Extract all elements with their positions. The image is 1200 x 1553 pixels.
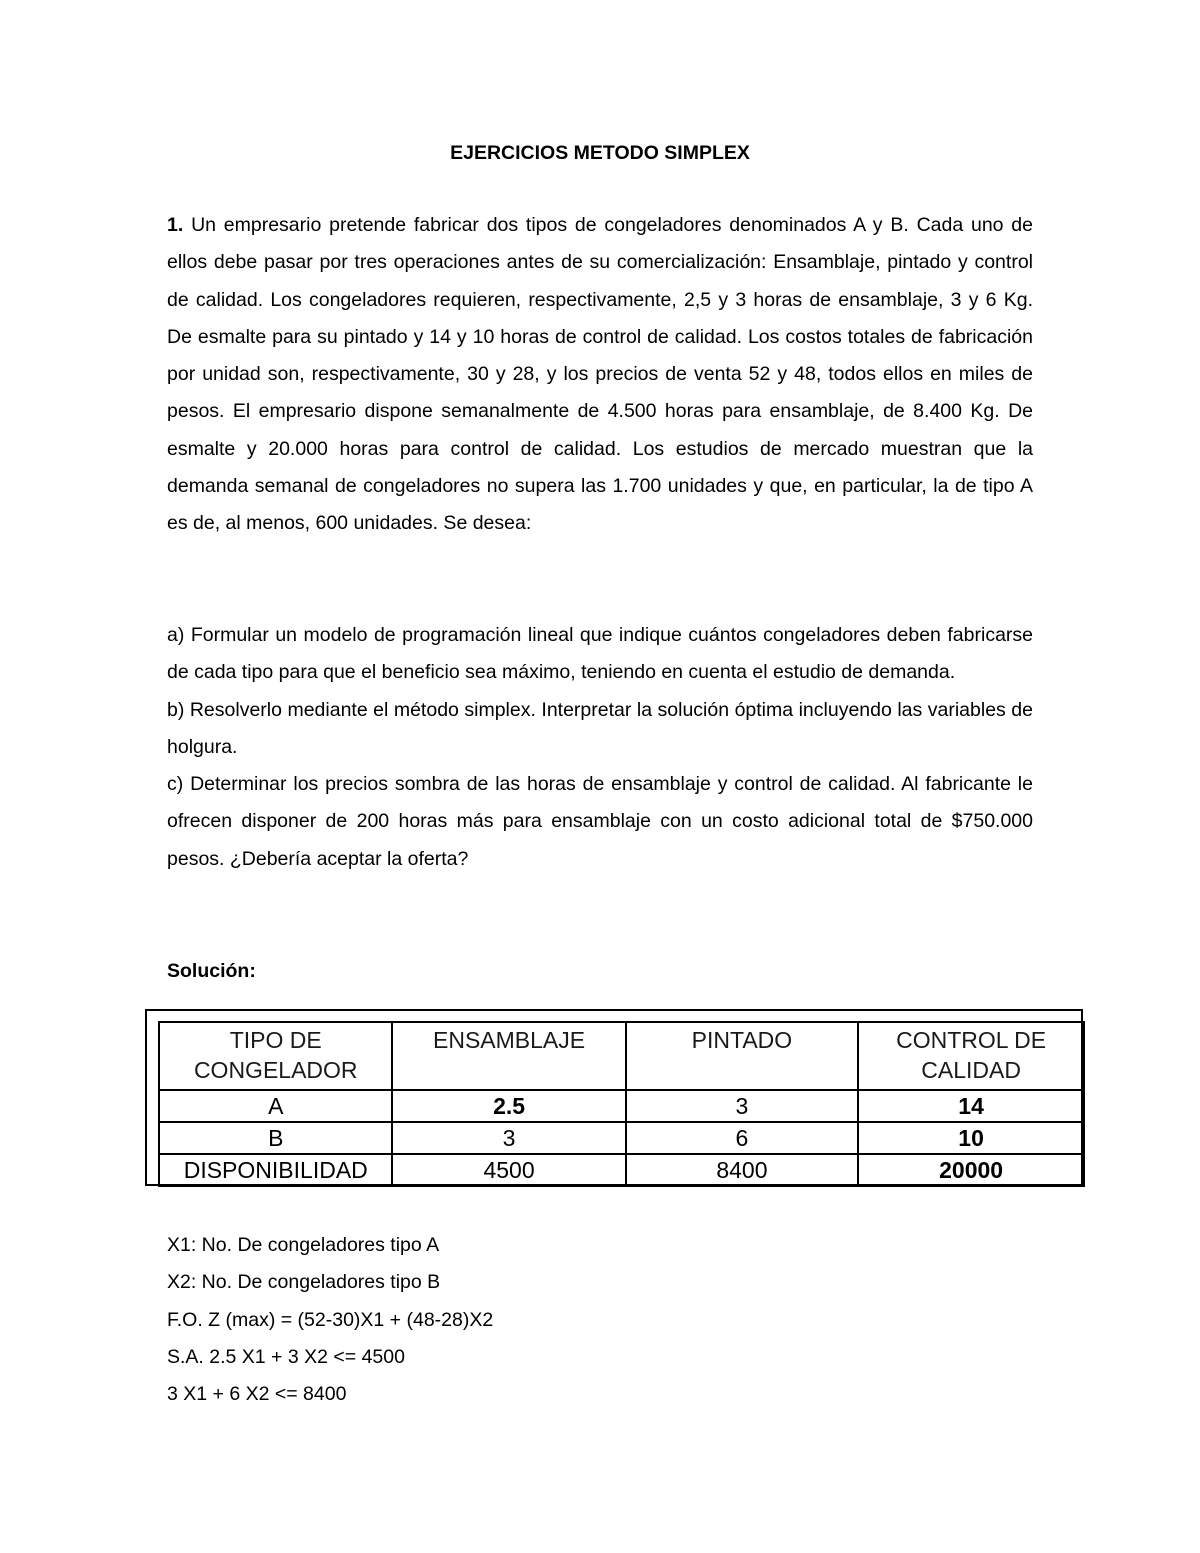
cell-a-pintado: 3 bbox=[626, 1090, 859, 1122]
cell-disp-pintado: 8400 bbox=[626, 1154, 859, 1186]
question-c: c) Determinar los precios sombra de las horas de ensamblaje y control de calidad. Al fabricante le ofrecen disponer de 200 horas más para ensamblaje con un costo adicional total de $750.000 pesos. ¿Debería aceptar la oferta? bbox=[167, 773, 1033, 870]
solution-label: Solución: bbox=[167, 960, 256, 982]
header-control: CONTROL DE CALIDAD bbox=[858, 1022, 1084, 1090]
question-b: b) Resolverlo mediante el método simplex. Interpretar la solución óptima incluyendo las variables de holgura. bbox=[167, 698, 1033, 758]
cell-disp-ensamblaje: 4500 bbox=[392, 1154, 625, 1186]
questions-block bbox=[167, 617, 1033, 878]
model-line: S.A. 2.5 X1 + 3 X2 <= 4500 bbox=[167, 1345, 405, 1368]
table-row bbox=[159, 1154, 1084, 1186]
table-row bbox=[159, 1122, 1084, 1154]
question-a: a) Formular un modelo de programación lineal que indique cuántos congeladores deben fabricarse de cada tipo para que el beneficio sea máximo, teniendo en cuenta el estudio de demanda. bbox=[167, 624, 1033, 684]
table-header-row bbox=[159, 1022, 1084, 1090]
table-row bbox=[159, 1090, 1084, 1122]
cell-b-label: B bbox=[159, 1122, 392, 1154]
problem-number: 1. bbox=[167, 214, 184, 236]
header-tipo: TIPO DE CONGELADOR bbox=[159, 1022, 392, 1090]
model-line: F.O. Z (max) = (52-30)X1 + (48-28)X2 bbox=[167, 1308, 494, 1331]
cell-b-ensamblaje: 3 bbox=[392, 1122, 625, 1154]
cell-b-control: 10 bbox=[858, 1122, 1084, 1154]
problem-text: Un empresario pretende fabricar dos tipos de congeladores denominados A y B. Cada uno de ellos debe pasar por tres operaciones antes de su comercialización: Ensamblaje, pintado y control de calidad. Los congeladores requieren, respectivamente, 2,5 y 3 horas de ensamblaje, 3 y 6 Kg. De esmalte para su pintado y 14 y 10 horas de control de calidad. Los costos totales de fabricación por unidad son, respectivamente, 30 y 28, y los precios de venta 52 y 48, todos ellos en miles de pesos. El empresario dispone semanalmente de 4.500 horas para ensamblaje, de 8.400 Kg. De esmalte y 20.000 horas para control de calidad. Los estudios de mercado muestran que la demanda semanal de congeladores no supera las 1.700 unidades y que, en particular, la de tipo A es de, al menos, 600 unidades. Se desea: bbox=[167, 214, 1033, 535]
model-line: X1: No. De congeladores tipo A bbox=[167, 1234, 440, 1256]
cell-a-ensamblaje: 2.5 bbox=[392, 1090, 625, 1122]
cell-b-pintado: 6 bbox=[626, 1122, 859, 1154]
header-ensamblaje: ENSAMBLAJE bbox=[392, 1022, 625, 1090]
cell-a-control: 14 bbox=[858, 1090, 1084, 1122]
document-title: EJERCICIOS METODO SIMPLEX bbox=[450, 142, 750, 164]
problem-statement bbox=[167, 207, 1033, 543]
header-pintado: PINTADO bbox=[626, 1022, 859, 1090]
cell-disp-control: 20000 bbox=[858, 1154, 1084, 1186]
cell-a-label: A bbox=[159, 1090, 392, 1122]
model-formulation bbox=[167, 1227, 493, 1413]
model-line: X2: No. De congeladores tipo B bbox=[167, 1271, 441, 1294]
data-table bbox=[158, 1021, 1085, 1187]
cell-disp-label: DISPONIBILIDAD bbox=[159, 1154, 392, 1186]
problem-paragraph bbox=[167, 207, 1033, 543]
model-line: 3 X1 + 6 X2 <= 8400 bbox=[167, 1383, 347, 1406]
